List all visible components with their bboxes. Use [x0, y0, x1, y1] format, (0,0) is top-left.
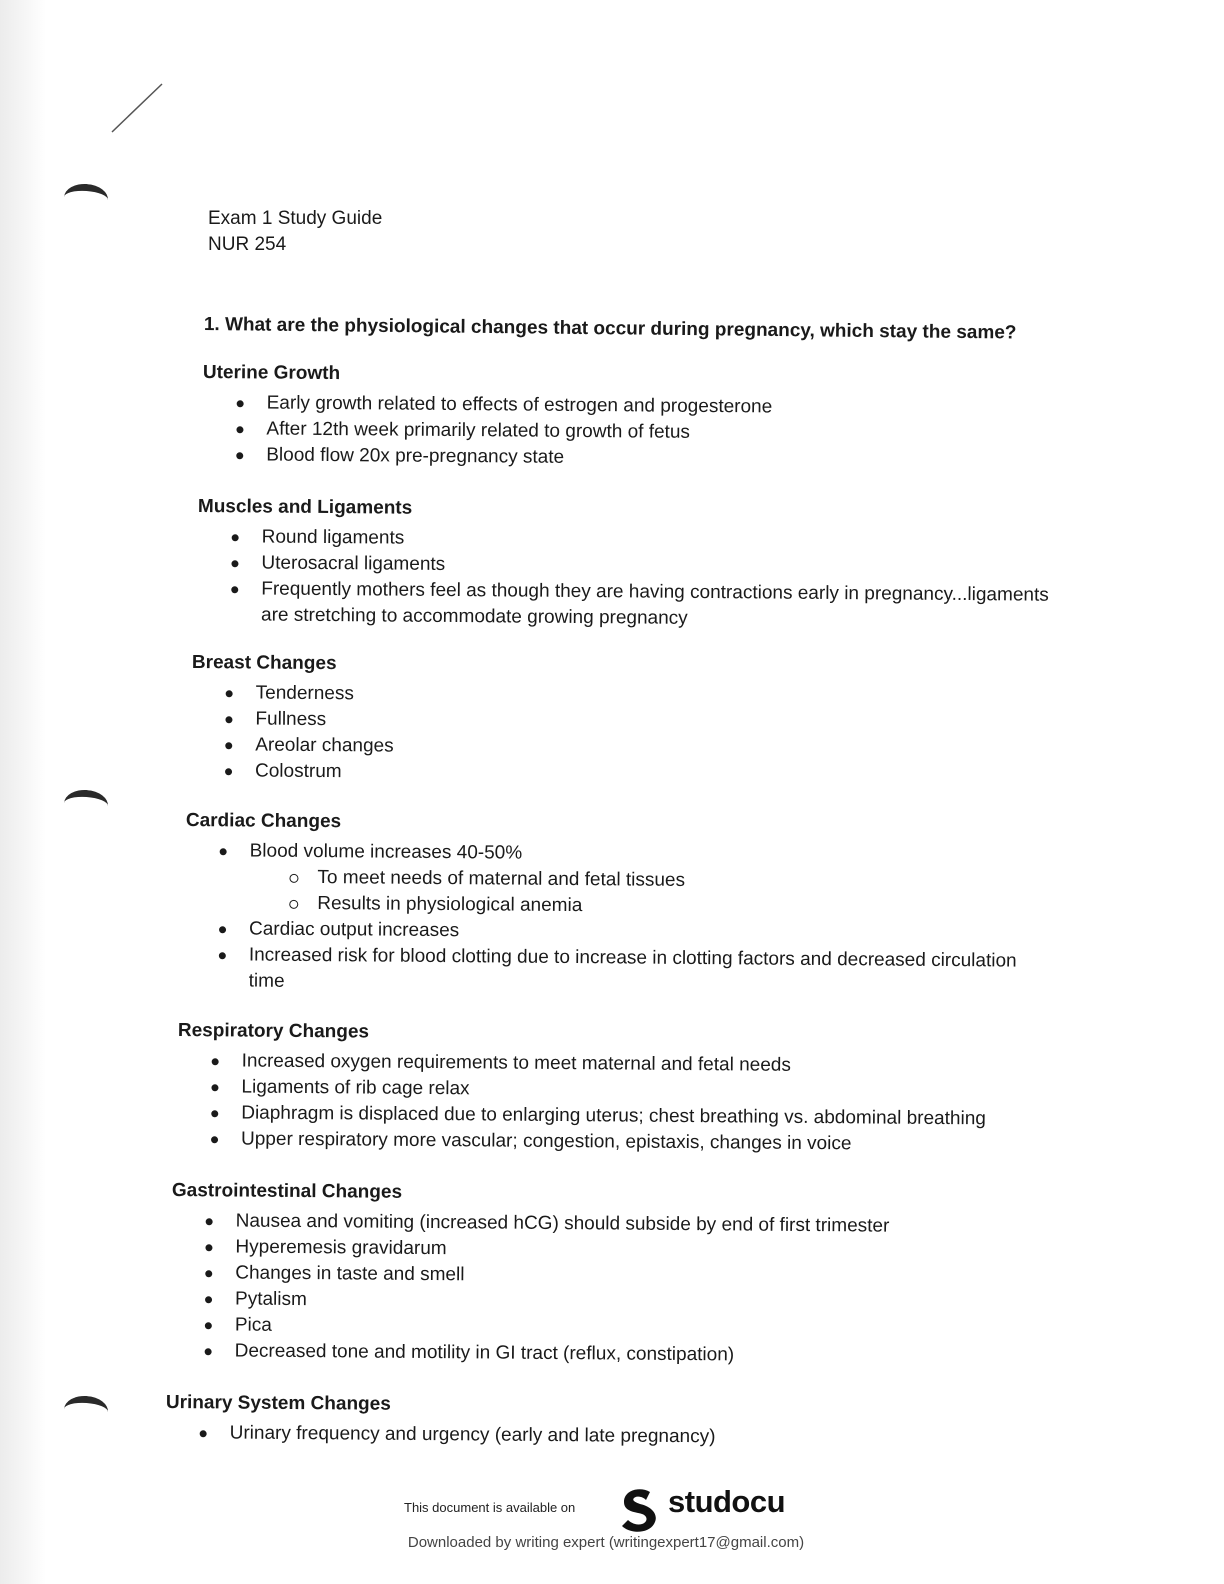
section-title: Uterine Growth — [202, 362, 341, 385]
document-header — [208, 206, 382, 258]
section-breast-changes — [191, 652, 1092, 791]
section-gastrointestinal-changes — [171, 1180, 1072, 1371]
list-item: Changes in taste and smell — [171, 1260, 1071, 1293]
section-cardiac-changes — [185, 810, 1086, 1001]
section-title: Muscles and Ligaments — [197, 496, 413, 519]
course-code: NUR 254 — [208, 234, 287, 255]
section-title: Respiratory Changes — [177, 1020, 370, 1043]
sub-list-item: Results in physiological anemia — [185, 890, 1085, 923]
list-item: Urinary frequency and urgency (early and late pregnancy) — [166, 1420, 1066, 1453]
scan-edge-shadow — [0, 0, 46, 1584]
question-heading: 1. What are the physiological changes that occur during pregnancy, which stay the same? — [203, 314, 1017, 344]
punch-hole-middle — [63, 789, 109, 821]
list-item: Cardiac output increases — [185, 916, 1085, 949]
list-item: Nausea and vomiting (increased hCG) should subside by end of first trimester — [172, 1208, 1072, 1241]
sub-list-item: To meet needs of maternal and fetal tissues — [185, 864, 1085, 897]
list-item: Uterosacral ligaments — [197, 550, 1097, 583]
section-title: Gastrointestinal Changes — [171, 1180, 403, 1203]
list-item: Blood volume increases 40-50% — [186, 838, 1086, 871]
list-item: Increased oxygen requirements to meet maternal and fetal needs — [178, 1048, 1078, 1081]
section-title: Breast Changes — [191, 652, 337, 675]
section-muscles-ligaments — [197, 496, 1098, 635]
list-item: Tenderness — [192, 680, 1092, 713]
list-item: Upper respiratory more vascular; congestion, epistaxis, changes in voice — [177, 1126, 1077, 1159]
list-item: Pica — [171, 1312, 1071, 1345]
section-title: Cardiac Changes — [185, 810, 342, 833]
studocu-brand[interactable]: studocu — [668, 1484, 786, 1519]
list-item: Ligaments of rib cage relax — [177, 1074, 1077, 1107]
list-item: Round ligaments — [198, 524, 1098, 557]
list-item: Pytalism — [171, 1286, 1071, 1319]
section-respiratory-changes — [177, 1020, 1078, 1159]
list-item: Diaphragm is displaced due to enlarging uterus; chest breathing vs. abdominal breathing — [177, 1100, 1077, 1133]
list-item: Areolar changes — [191, 732, 1091, 765]
download-attribution: Downloaded by writing expert (writingexpert17@gmail.com) — [407, 1534, 805, 1551]
list-item: Colostrum — [191, 758, 1091, 791]
list-item: Increased risk for blood clotting due to increase in clotting factors and decreased circulation time — [185, 942, 1049, 1001]
punch-hole-bottom — [63, 1395, 109, 1427]
list-item: Blood flow 20x pre-pregnancy state — [202, 442, 1102, 475]
list-item: Frequently mothers feel as though they are having contractions early in pregnancy...ligaments are stretching to accommodate growing pregnancy — [197, 576, 1061, 635]
availability-text: This document is available on — [404, 1500, 576, 1515]
punch-hole-top — [63, 183, 109, 215]
list-item: Hyperemesis gravidarum — [171, 1234, 1071, 1267]
section-title: Urinary System Changes — [165, 1392, 391, 1415]
section-uterine-growth — [202, 362, 1103, 475]
pen-stroke-mark — [108, 82, 168, 138]
document-title: Exam 1 Study Guide — [208, 208, 383, 229]
list-item: Decreased tone and motility in GI tract (reflux, constipation) — [171, 1338, 1071, 1371]
studocu-logo-icon — [620, 1486, 664, 1532]
list-item: Fullness — [191, 706, 1091, 739]
list-item: After 12th week primarily related to growth of fetus — [202, 416, 1102, 449]
sublist-container — [185, 864, 1085, 923]
list-item: Early growth related to effects of estrogen and progesterone — [203, 390, 1103, 423]
section-urinary-changes — [166, 1392, 1066, 1453]
